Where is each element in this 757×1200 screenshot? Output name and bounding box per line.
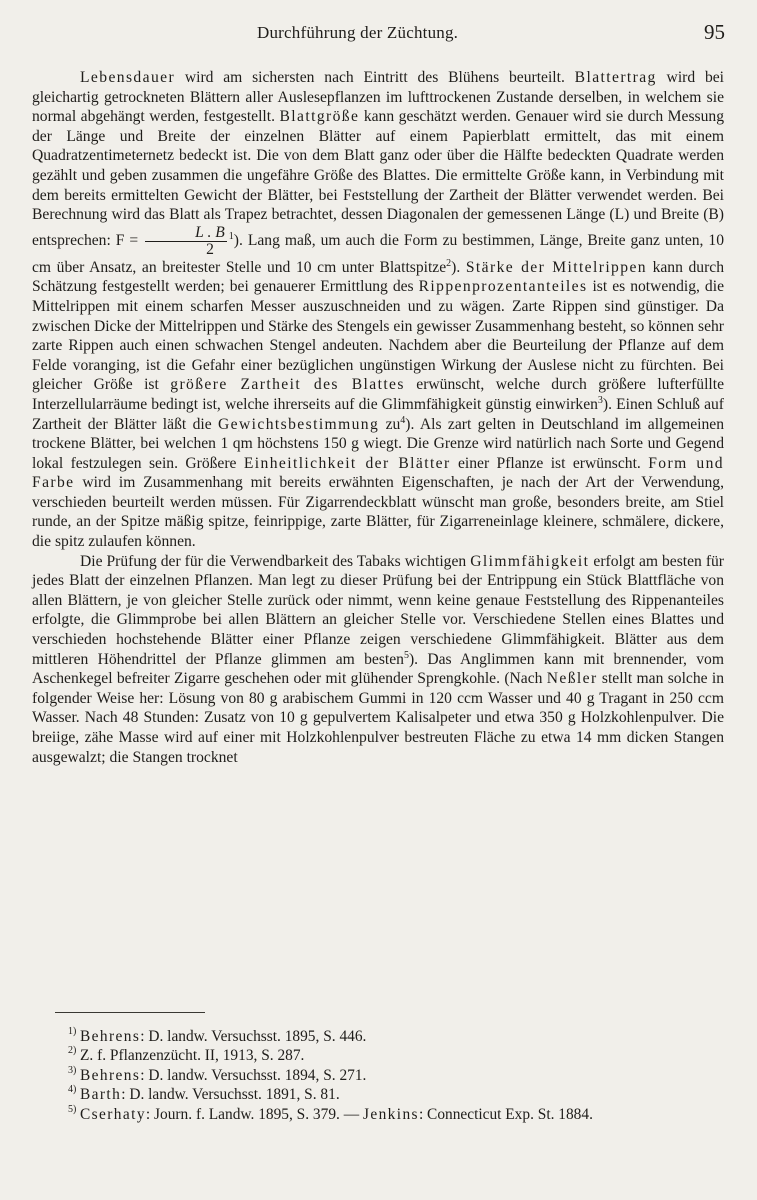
footnote-ref-3: 3 bbox=[597, 394, 603, 406]
footnote-mark: 1) bbox=[68, 1026, 77, 1037]
footnote-text: : Journ. f. Landw. 1895, S. 379. — bbox=[145, 1105, 363, 1123]
text-run: Lang maß, um auch die Form zu bestimmen, Länge, Breite ganz unten, 10 cm über Ansatz, an breitester Stelle und 10 cm unter Blattspitze bbox=[32, 231, 725, 276]
term-form-farbe: Form und Farbe bbox=[32, 454, 724, 492]
term-blattertrag: Blattertrag bbox=[574, 69, 657, 86]
footnote-4 bbox=[32, 1085, 724, 1104]
footnote-1 bbox=[32, 1027, 724, 1046]
text-run: ). bbox=[233, 231, 243, 249]
footnote-ref-4: 4 bbox=[400, 414, 406, 426]
footnote-ref-2: 2 bbox=[446, 257, 452, 269]
page-header bbox=[32, 20, 725, 48]
footnote-text: : D. landw. Versuchsst. 1895, S. 446. bbox=[140, 1028, 367, 1045]
term-blattgroesse: Blattgröße bbox=[279, 108, 360, 126]
term-gewichtsbestimmung: Gewichtsbestimmung bbox=[218, 415, 380, 433]
formula-numerator: L . B bbox=[145, 225, 227, 242]
paragraph-leaf-traits bbox=[32, 68, 724, 552]
footnote-ref-5: 5 bbox=[403, 649, 409, 661]
page-number: 95 bbox=[704, 20, 725, 44]
footnote-author: Jenkins bbox=[362, 1105, 419, 1123]
footnote-author: Behrens bbox=[80, 1066, 141, 1084]
term-glimmfaehigkeit: Glimmfähigkeit bbox=[470, 552, 590, 570]
footnote-mark: 2) bbox=[68, 1045, 77, 1057]
text-run: stellt man solche in folgender Weise her: Lösung von 80 g arabischem Gummi in 120 ccm Wasser und 40 g Tragant in 250 ccm Wasser. Nach 48 Stunden: Zusatz von 10 g gepulvertem Kalisalpeter und etwa 350 g Holzkohlenpulver. Die breiige, zähe Masse wird auf einer mit Holzkohlenpulver bestreuten Fläche zu etwa 14 mm dicken Stangen ausgewalzt; die Stangen trocknet bbox=[32, 670, 725, 766]
footnote-2 bbox=[32, 1046, 724, 1065]
footnote-author: Cserhaty bbox=[80, 1105, 146, 1123]
text-run: ). bbox=[451, 258, 466, 276]
footnote-text: : D. landw. Versuchsst. 1891, S. 81. bbox=[121, 1086, 340, 1104]
footnote-author: Behrens bbox=[80, 1028, 141, 1045]
formula-denominator: 2 bbox=[206, 240, 214, 258]
term-einheitlichkeit: Einheitlichkeit der Blätter bbox=[243, 454, 451, 472]
text-run: wird bei gleichartig getrockneten Blättern aller Auslesepflanzen im lufttrockenen Zustande derselben, in welchem sie normal abgehängt werden, festgestellt. bbox=[32, 69, 724, 126]
text-run: ). Einen Schluß auf Zartheit der Blätter läßt die bbox=[32, 395, 724, 433]
text-run: erfolgt am besten für jedes Blatt der einzelnen Pflanzen. Man legt zu dieser Prüfung bei der Entrippung ein Stück Blattfläche von allen Blättern, je von gleicher Stelle zurück oder nimmt, wenn keine genaue Feststellung des Rippenanteiles erfolgte, die Glimmprobe bei allen Blättern an gleicher Stelle vor. Verschiedene Stellen eines Blattes und verschieden hochstehende Blätter einer Pflanze zeigen verschiedene Glimmfähigkeit. Blätter aus dem mittleren Höhendrittel der Pflanze glimmen am besten bbox=[32, 552, 724, 668]
text-run: erwünscht, welche durch größere lufterfüllte Interzellularräume bedingt ist, welche ihrerseits auf die Glimmfähigkeit günstig einwirken bbox=[32, 376, 724, 413]
text-run: wird am sichersten nach Eintritt des Blühens beurteilt. bbox=[175, 69, 575, 86]
body-text bbox=[32, 68, 724, 767]
text-run: ). Als zart gelten in Deutschland im allgemeinen trockene Blätter, bei welchen 1 qm höchstens 150 g wiegt. Die Grenze wird natürlich nach Sorte und Gegend lokal festzulegen sein. Größere bbox=[32, 415, 724, 472]
footnote-author: Barth bbox=[80, 1086, 122, 1104]
term-lebensdauer: Lebensdauer bbox=[80, 69, 176, 86]
text-run: Die Prüfung der für die Verwendbarkeit des Tabaks wichtigen bbox=[80, 552, 471, 570]
author-nessler: Neßler bbox=[546, 670, 598, 688]
footnote-text: Z. f. Pflanzenzücht. II, 1913, S. 287. bbox=[80, 1047, 305, 1065]
text-run: ). Das Anglimmen kann mit brennender, vom Aschenkegel befreiter Zigarre geschehen oder mit glühender Sprengkohle. (Nach bbox=[32, 650, 724, 688]
paragraph-glimmfaehigkeit bbox=[32, 552, 724, 768]
area-formula bbox=[145, 225, 227, 258]
term-rippenprozentanteil: Rippenprozentanteiles bbox=[418, 278, 588, 296]
text-run: wird im Zusammenhang mit bereits erwähnten Eigenschaften, je nach der Art der Verwendung, verschieden beurteilt werden müssen. Für Zigarrendeckblatt wünscht man große, besonders breite, am Stiel runde, an der Spitze mäßig spitze, feinrippige, zarte Blätter, für Zigarreneinlage kleinere, schmälere, dickere, die spitz zulaufen können. bbox=[32, 474, 724, 551]
footnote-3 bbox=[32, 1066, 724, 1085]
footnote-mark: 3) bbox=[68, 1064, 77, 1076]
footnotes bbox=[32, 1027, 724, 1124]
footnote-ref-1: 1 bbox=[228, 230, 234, 242]
text-run: ist es notwendig, die Mittelrippen mit einem scharfen Messer auszuschneiden und zu wägen. Zarte Rippen sind günstiger. Da zwischen Dicke der Mittelrippen und Stärke des Stengels ein gewisser Zusammenhang besteht, so können sehr zarte Rippen auch einen schwachen Stengel andeuten. Nachdem aber die Beurteilung der Pflanze auf dem Felde voranging, ist die Gefahr einer bezüglichen ungünstigen Wirkung der Auslese nicht zu fürchten. Bei gleicher Größe ist bbox=[32, 278, 724, 394]
footnote-divider bbox=[55, 1012, 205, 1013]
text-run: kann durch Schätzung festgestellt werden; bei genauerer Ermittlung des bbox=[32, 258, 724, 296]
running-title: Durchführung der Züchtung. bbox=[257, 23, 459, 42]
footnote-text: : D. landw. Versuchsst. 1894, S. 271. bbox=[140, 1066, 367, 1084]
footnote-text: : Connecticut Exp. St. 1884. bbox=[418, 1105, 593, 1123]
text-run: zu bbox=[379, 415, 401, 433]
term-staerke-mittelrippen: Stärke der Mittelrippen bbox=[465, 258, 647, 276]
footnote-mark: 4) bbox=[68, 1084, 77, 1096]
footnote-mark: 5) bbox=[68, 1103, 77, 1115]
text-run: kann geschätzt werden. Genauer wird sie durch Messung der Länge und Breite der einzelnen Blätter auf einem Papierblatt ermittelt, das mit einem Quadratzentimeternetz bedeckt ist. Die von dem Blatt ganz oder über die Hälfte bedeckten Quadrate werden gezählt und geben zusammen die ungefähre Größe des Blattes. Die ermittelte Größe kann, in Verbindung mit dem bereits ermittelten Gewicht der Blätter, bei Feststellung der Zartheit der Blätter verwendet werden. Bei Berechnung wird das Blatt als Trapez betrachtet, dessen Diagonalen der gemessenen Länge (L) und Breite (B) entsprechen: F = bbox=[32, 108, 724, 249]
footnote-5 bbox=[32, 1105, 724, 1124]
term-zartheit: größere Zartheit des Blattes bbox=[170, 376, 405, 394]
text-run: einer Pflanze ist erwünscht. bbox=[450, 454, 649, 472]
